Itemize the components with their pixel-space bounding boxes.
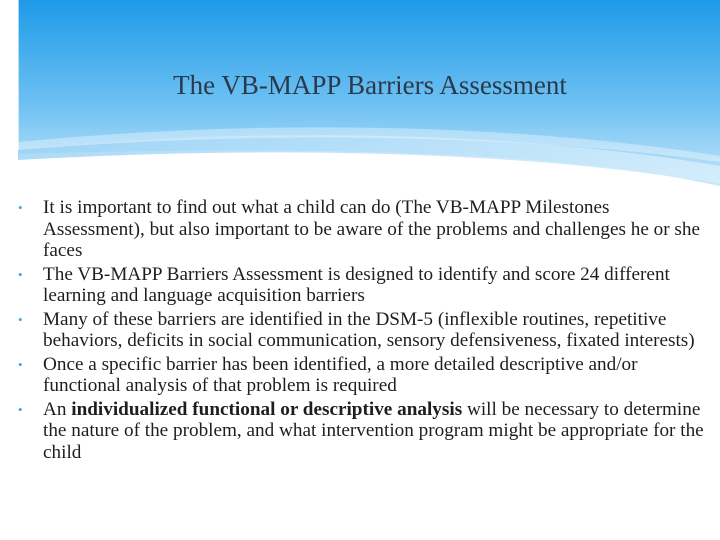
bullet-dot-icon: •	[18, 311, 23, 327]
bullet-text-before: An	[43, 398, 72, 420]
slide-title: The VB-MAPP Barriers Assessment	[173, 70, 567, 100]
bullet-dot-icon: •	[18, 200, 23, 215]
bullet-text: Once a specific barrier has been identified, a more detailed descriptive and/or functional analysis of that problem is required	[43, 353, 638, 396]
bullet-dot-icon: •	[18, 356, 23, 372]
bullet-item-4	[18, 354, 714, 397]
bullet-text-bold: individualized functional or descriptive analysis	[71, 398, 463, 420]
bullet-item-5	[18, 399, 714, 464]
bullet-text: The VB-MAPP Barriers Assessment is designed to identify and score 24 different learning and language acquisition barriers	[43, 263, 670, 306]
bullet-text-after: will be necessary to determine the nature of the problem, and what intervention program might be appropriate for the child	[43, 398, 704, 463]
bullet-dot-icon: •	[18, 401, 23, 417]
bullet-text: It is important to find out what a child can do (The VB-MAPP Milestones Assessment), but also important to be aware of the problems and challenges he or she faces	[43, 197, 700, 261]
bullet-item-2	[18, 264, 714, 307]
bullet-dot-icon: •	[18, 266, 23, 282]
bullet-item-1	[18, 197, 714, 262]
bullet-list	[18, 197, 714, 465]
bullet-item-3	[18, 309, 714, 352]
bullet-text: Many of these barriers are identified in the DSM-5 (inflexible routines, repetitive behaviors, deficits in social communication, sensory defensiveness, fixated interests)	[43, 308, 695, 351]
